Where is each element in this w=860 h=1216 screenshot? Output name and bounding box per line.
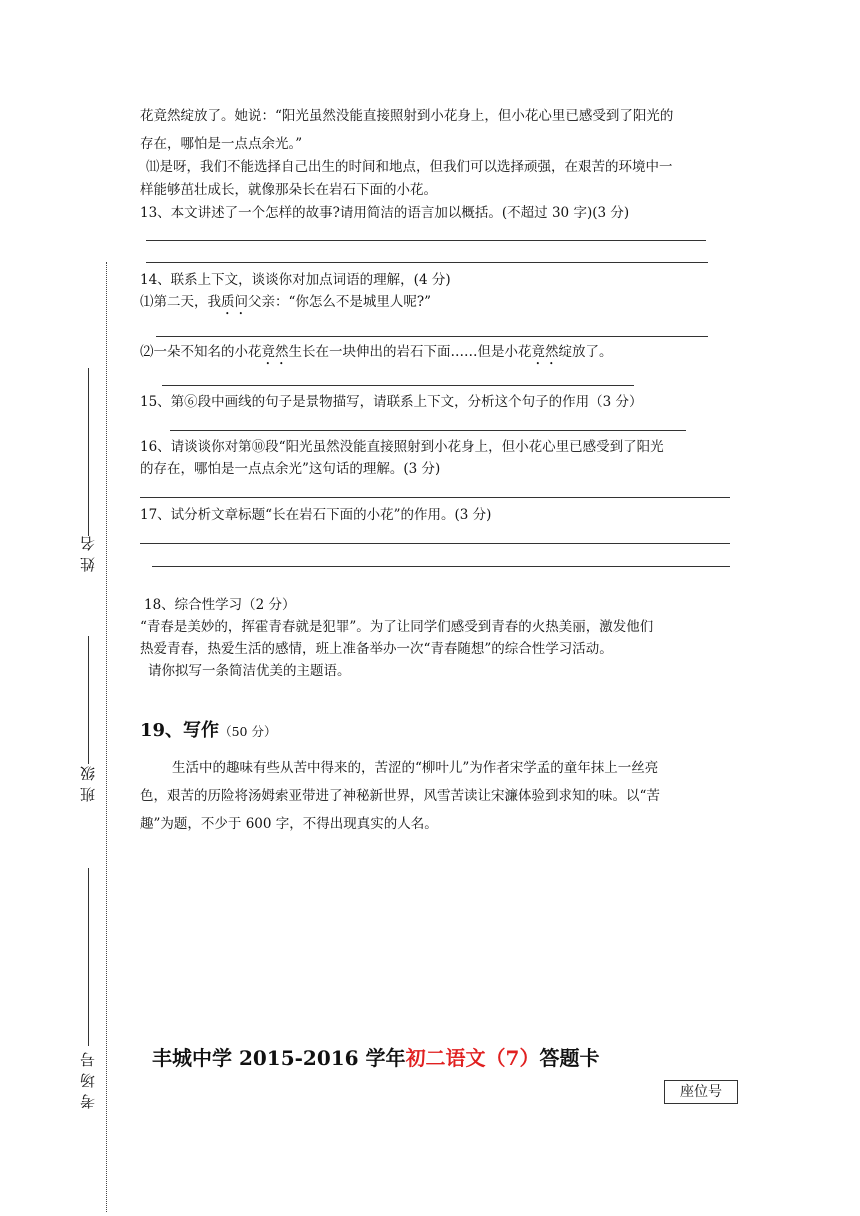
question-19-title (140, 716, 276, 742)
class-label: 班级 (79, 760, 97, 802)
seat-number-box[interactable]: 座位号 (664, 1080, 738, 1104)
answer-line[interactable] (146, 262, 708, 263)
question-19-text: 色，艰苦的历险将汤姆索亚带进了神秘新世界，风雪苦读让宋濂体验到求知的味。以“苦 (140, 788, 660, 804)
passage-line: 花竟然绽放了。她说：“阳光虽然没能直接照射到小花身上，但小花心里已感受到了阳光的 (140, 108, 674, 124)
name-label: 姓名 (79, 530, 97, 572)
question-18-text: “青春是美妙的，挥霍青春就是犯罪”。为了让同学们感受到青春的火热美丽，激发他们 (140, 619, 654, 635)
question-18-text: 热爱青春，热爱生活的感情，班上准备举办一次“青春随想”的综合性学习活动。 (140, 641, 613, 657)
question-15: 15、第⑥段中画线的句子是景物描写，请联系上下文，分析这个句子的作用（3 分） (140, 394, 643, 410)
class-fill-line[interactable] (88, 636, 89, 764)
answer-line[interactable] (152, 566, 730, 567)
question-18-text: 请你拟写一条简洁优美的主题语。 (148, 663, 351, 679)
question-14-item-2 (140, 342, 613, 368)
emphasized-word: 竟然 (261, 344, 289, 360)
title-part: 答题卡 (539, 1046, 600, 1070)
q14-s1-post: 父亲：“你怎么不是城里人呢?” (248, 294, 432, 310)
question-16: 的存在，哪怕是一点点余光”这句话的理解。(3 分) (140, 461, 441, 477)
q14-s2-post: 绽放了。 (558, 344, 613, 360)
q19-title: 19、写作 (140, 720, 220, 741)
answer-line[interactable] (162, 385, 634, 386)
answer-line[interactable] (156, 336, 708, 337)
question-14: 14、联系上下文，谈谈你对加点词语的理解，(4 分) (140, 272, 451, 288)
question-17: 17、试分析文章标题“长在岩石下面的小花”的作用。(3 分) (140, 507, 492, 523)
emphasized-word: 质问 (221, 294, 248, 310)
passage-line: 存在，哪怕是一点点余光。” (140, 136, 303, 152)
q14-s1-pre: ⑴第二天，我 (140, 294, 221, 310)
name-fill-line[interactable] (88, 368, 89, 536)
q19-score: （50 分） (219, 724, 277, 739)
passage-line: 样能够茁壮成长，就像那朵长在岩石下面的小花。 (140, 182, 437, 198)
q14-s2-pre: ⑵一朵不知名的小花 (140, 344, 262, 360)
answer-card-title (152, 1042, 599, 1071)
question-14-item-1 (140, 292, 431, 318)
answer-line[interactable] (140, 543, 730, 544)
answer-line[interactable] (170, 430, 686, 431)
question-16: 16、请谈谈你对第⑩段“阳光虽然没能直接照射到小花身上，但小花心里已感受到了阳光 (140, 439, 664, 455)
exam-room-fill-line[interactable] (88, 868, 89, 1046)
title-part: 丰城中学 2015-2016 学年 (152, 1046, 406, 1070)
question-19-text: 趣”为题，不少于 600 字，不得出现真实的人名。 (140, 816, 438, 832)
binding-cut-line (106, 262, 107, 1212)
q14-s2-mid: 生长在一块伸出的岩石下面……但是小花 (288, 344, 532, 360)
title-part-red: 初二语文（7） (405, 1046, 540, 1070)
question-13: 13、本文讲述了一个怎样的故事?请用简洁的语言加以概括。(不超过 30 字)(3 分) (140, 205, 630, 221)
question-18: 18、综合性学习（2 分） (144, 597, 296, 613)
emphasized-word: 竟然 (531, 344, 559, 360)
answer-line[interactable] (146, 240, 706, 241)
question-19-text: 生活中的趣味有些从苦中得来的，苦涩的“柳叶儿”为作者宋学孟的童年抹上一丝亮 (172, 760, 659, 776)
exam-room-label: 考场号 (79, 1046, 97, 1109)
passage-line: ⑾是呀，我们不能选择自己出生的时间和地点，但我们可以选择顽强，在艰苦的环境中一 (146, 159, 673, 175)
answer-line[interactable] (140, 497, 730, 498)
